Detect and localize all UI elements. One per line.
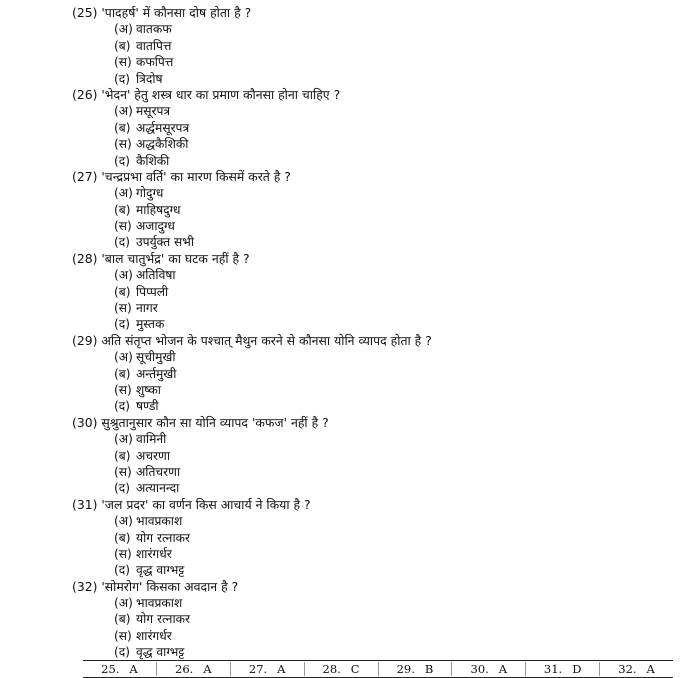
question-text: 'बाल चातुर्भद्र' का घटक नहीं है ? bbox=[101, 250, 250, 266]
answer-option bbox=[72, 218, 672, 234]
option-label: (स) bbox=[114, 382, 132, 397]
answer-option bbox=[72, 464, 672, 480]
question-text: 'पादहर्ष' में कौनसा दोष होता है ? bbox=[101, 5, 252, 20]
option-label: (द) bbox=[114, 71, 130, 86]
option-label: (द) bbox=[114, 481, 130, 496]
question-item bbox=[72, 169, 672, 251]
option-text: मुस्तक bbox=[136, 317, 165, 332]
option-label: (अ) bbox=[114, 596, 133, 611]
option-text: अर्द्धमसूरपत्र bbox=[136, 120, 190, 135]
option-text: अचरणा bbox=[136, 448, 171, 463]
answer-option bbox=[72, 513, 672, 529]
option-label: (ब) bbox=[114, 202, 131, 217]
question-item bbox=[72, 251, 672, 333]
option-text: अद्धकैशिकी bbox=[136, 137, 189, 152]
question-number: (29) bbox=[72, 332, 98, 348]
option-label: (ब) bbox=[114, 38, 131, 53]
answer-option bbox=[72, 71, 672, 87]
option-label: (स) bbox=[114, 301, 132, 316]
question-text-line bbox=[72, 87, 672, 103]
answer-key-value: A bbox=[498, 662, 508, 676]
option-label: (द) bbox=[114, 235, 130, 250]
answer-option bbox=[72, 316, 672, 332]
answer-option bbox=[72, 611, 672, 627]
question-number: (25) bbox=[72, 5, 98, 20]
answer-option bbox=[72, 595, 672, 611]
option-text: वृद्ध वाग्भट्ट bbox=[136, 563, 185, 578]
option-text: कफपित्त bbox=[136, 55, 174, 70]
answer-key-strip bbox=[83, 660, 673, 678]
option-label: (अ) bbox=[114, 22, 133, 37]
answer-key-number: 31. bbox=[543, 662, 563, 676]
answer-key-cell bbox=[83, 662, 156, 676]
answer-key-number: 25. bbox=[101, 662, 120, 676]
question-text: 'सोमरोग' किसका अवदान है ? bbox=[101, 578, 239, 594]
answer-key-cell bbox=[304, 662, 378, 676]
option-label: (द) bbox=[114, 153, 130, 168]
answer-key-value: A bbox=[129, 662, 138, 676]
question-number: (31) bbox=[72, 496, 98, 512]
option-label: (अ) bbox=[114, 432, 133, 447]
answer-option bbox=[72, 153, 672, 169]
option-label: (अ) bbox=[114, 268, 133, 283]
answer-option bbox=[72, 185, 672, 201]
question-item bbox=[72, 415, 672, 497]
answer-key-cell bbox=[230, 662, 304, 676]
question-text: 'चन्द्रप्रभा वर्ति' का मारण किसमें करते है ? bbox=[101, 168, 291, 184]
option-text: शारंगर्धर bbox=[136, 546, 172, 561]
option-text: वृद्ध वाग्भट्ट bbox=[136, 645, 185, 660]
answer-option bbox=[72, 480, 672, 496]
option-text: गोदुग्ध bbox=[136, 186, 164, 201]
question-item bbox=[72, 497, 672, 579]
option-text: सूचीमुखी bbox=[136, 350, 176, 365]
question-number: (28) bbox=[72, 250, 98, 266]
question-number: (26) bbox=[72, 86, 98, 102]
question-text-line bbox=[72, 579, 672, 595]
option-label: (स) bbox=[114, 219, 132, 234]
answer-key-number: 26. bbox=[175, 662, 194, 676]
answer-option bbox=[72, 38, 672, 54]
answer-option bbox=[72, 628, 672, 644]
answer-option bbox=[72, 398, 672, 414]
answer-option bbox=[72, 530, 672, 546]
answer-option bbox=[72, 562, 672, 578]
question-text-line bbox=[72, 497, 672, 513]
answer-option bbox=[72, 202, 672, 218]
option-text: भावप्रकाश bbox=[136, 596, 183, 611]
answer-option bbox=[72, 21, 672, 37]
option-text: अतिविषा bbox=[136, 268, 176, 283]
option-label: (अ) bbox=[114, 186, 133, 201]
answer-option bbox=[72, 136, 672, 152]
option-text: योग रत्नाकर bbox=[136, 612, 190, 627]
answer-option bbox=[72, 120, 672, 136]
answer-key-cell bbox=[599, 662, 673, 676]
question-item bbox=[72, 5, 672, 87]
option-text: माहिषदुग्ध bbox=[136, 202, 181, 217]
option-label: (स) bbox=[114, 137, 132, 152]
answer-key-cell bbox=[378, 662, 452, 676]
answer-option bbox=[72, 366, 672, 382]
option-label: (ब) bbox=[114, 284, 131, 299]
answer-key-cell bbox=[156, 662, 230, 676]
answer-option bbox=[72, 267, 672, 283]
answer-key-number: 28. bbox=[322, 662, 341, 676]
question-number: (32) bbox=[72, 578, 98, 594]
option-text: योग रत्नाकर bbox=[136, 530, 190, 545]
answer-option bbox=[72, 349, 672, 365]
option-text: अत्यानन्दा bbox=[136, 481, 180, 496]
answer-key-value: D bbox=[572, 662, 582, 676]
answer-key-cell bbox=[525, 662, 599, 676]
option-text: अतिचरणा bbox=[136, 464, 181, 479]
answer-option bbox=[72, 300, 672, 316]
question-text: 'भेदन' हेतु शस्त्र धार का प्रमाण कौनसा होना चाहिए ? bbox=[101, 86, 341, 102]
option-label: (स) bbox=[114, 546, 132, 561]
answer-key-number: 32. bbox=[618, 662, 637, 676]
question-text-line bbox=[72, 5, 672, 21]
answer-key-value: A bbox=[277, 662, 286, 676]
answer-option bbox=[72, 382, 672, 398]
option-text: वामिनी bbox=[136, 432, 167, 447]
option-text: त्रिदोष bbox=[136, 71, 163, 86]
option-label: (अ) bbox=[114, 350, 133, 365]
question-item bbox=[72, 333, 672, 415]
answer-key-value: C bbox=[350, 662, 360, 676]
question-text: 'जल प्रदर' का वर्णन किस आचार्य ने किया है ? bbox=[101, 496, 311, 512]
answer-key-value: A bbox=[646, 662, 655, 676]
option-label: (स) bbox=[114, 55, 132, 70]
option-text: षण्डी bbox=[136, 399, 159, 414]
option-label: (द) bbox=[114, 563, 130, 578]
option-text: वातकफ bbox=[136, 22, 172, 37]
answer-option bbox=[72, 284, 672, 300]
answer-option bbox=[72, 431, 672, 447]
answer-key-number: 30. bbox=[470, 662, 489, 676]
option-text: शुष्का bbox=[136, 382, 161, 397]
question-text: अति संतृप्त भोजन के पश्चात् मैथुन करने से कौनसा योनि व्यापद होता है ? bbox=[101, 332, 432, 348]
option-label: (द) bbox=[114, 399, 130, 414]
question-number: (30) bbox=[72, 414, 98, 430]
option-label: (अ) bbox=[114, 104, 133, 119]
question-number: (27) bbox=[72, 168, 98, 184]
question-text-line bbox=[72, 415, 672, 431]
option-text: कैशिकी bbox=[136, 153, 170, 168]
option-text: नागर bbox=[136, 301, 158, 316]
option-label: (स) bbox=[114, 464, 132, 479]
answer-option bbox=[72, 644, 672, 660]
option-text: भावप्रकाश bbox=[136, 514, 183, 529]
answer-key-number: 29. bbox=[396, 662, 415, 676]
answer-option bbox=[72, 54, 672, 70]
question-text-line bbox=[72, 333, 672, 349]
question-text-line bbox=[72, 251, 672, 267]
option-text: पिप्पली bbox=[136, 284, 169, 299]
answer-option bbox=[72, 234, 672, 250]
answer-key-value: B bbox=[424, 662, 434, 676]
option-label: (ब) bbox=[114, 448, 131, 463]
option-text: मसूरपत्र bbox=[136, 104, 171, 119]
option-text: वातपित्त bbox=[136, 38, 172, 53]
question-item bbox=[72, 579, 672, 661]
answer-key-cell bbox=[451, 662, 525, 676]
answer-option bbox=[72, 448, 672, 464]
question-text: सुश्रुतानुसार कौन सा योनि व्यापद 'कफज' नहीं है ? bbox=[101, 414, 329, 430]
option-label: (स) bbox=[114, 628, 132, 643]
question-text-line bbox=[72, 169, 672, 185]
option-label: (ब) bbox=[114, 612, 131, 627]
option-text: उपर्युक्त सभी bbox=[136, 235, 194, 250]
option-text: अजादुग्ध bbox=[136, 219, 175, 234]
option-label: (ब) bbox=[114, 120, 131, 135]
answer-key-value: A bbox=[203, 662, 212, 676]
question-item bbox=[72, 87, 672, 169]
question-list bbox=[72, 5, 672, 661]
option-label: (अ) bbox=[114, 514, 133, 529]
option-label: (द) bbox=[114, 317, 130, 332]
answer-option bbox=[72, 103, 672, 119]
answer-key-number: 27. bbox=[248, 662, 268, 676]
option-label: (ब) bbox=[114, 530, 131, 545]
option-text: अर्न्तमुखी bbox=[136, 366, 177, 381]
option-label: (द) bbox=[114, 645, 130, 660]
option-label: (ब) bbox=[114, 366, 131, 381]
answer-option bbox=[72, 546, 672, 562]
option-text: शारंगर्धर bbox=[136, 628, 172, 643]
